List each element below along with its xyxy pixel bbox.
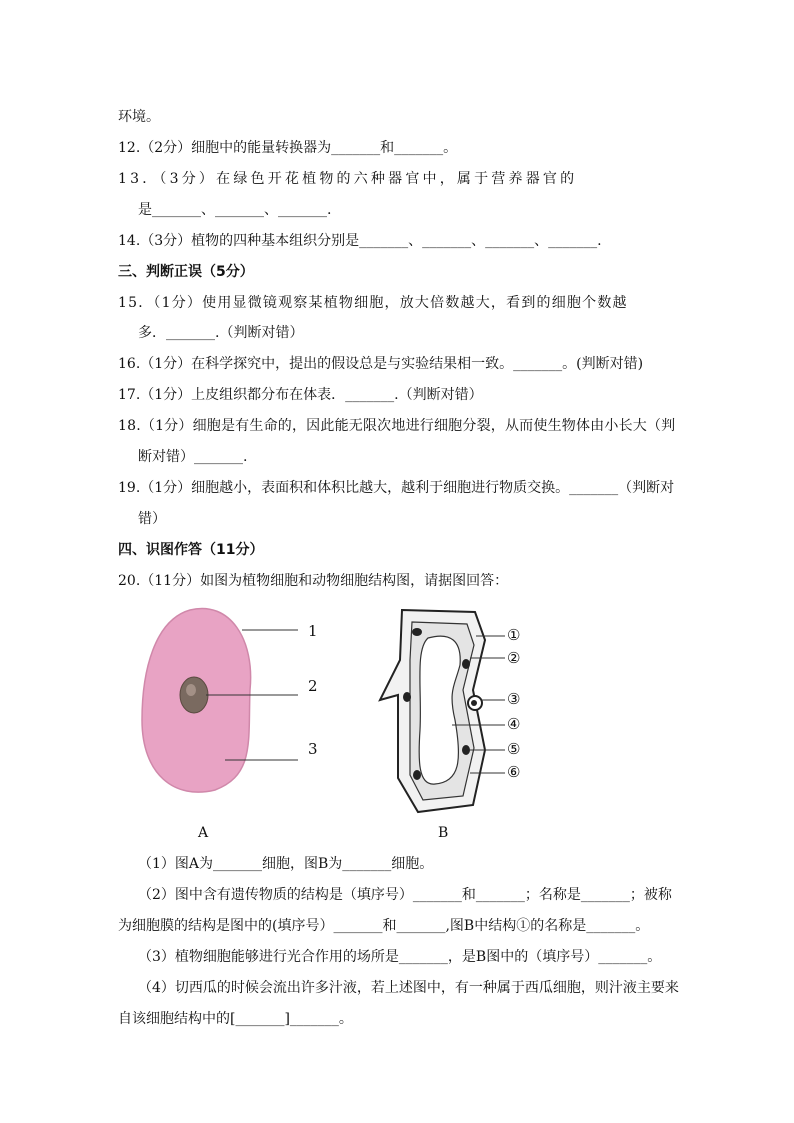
text-line: 环境。 <box>118 109 160 125</box>
subquestion-1: （1）图A为_______细胞，图B为_______细胞。 <box>138 856 434 872</box>
figure-b-label-5: ⑤ <box>507 740 521 758</box>
question-16: 16.（1分）在科学探究中，提出的假设总是与实验结果相一致。_______。(判断对错) <box>118 356 644 372</box>
question-15-cont: 多．_______.（判断对错） <box>138 325 304 341</box>
chloroplast-b <box>462 659 470 669</box>
figure-b-label-2: ② <box>507 649 521 667</box>
subquestion-4-cont: 自该细胞结构中的[_______]_______。 <box>118 1011 353 1027</box>
section-4-heading: 四、识图作答（11分） <box>118 542 264 558</box>
figure-a-label-1: 1 <box>308 622 318 640</box>
animal-cell-a <box>142 608 298 792</box>
subquestion-2-cont: 为细胞膜的结构是图中的(填序号）_______和_______,图B中结构①的名称是_______。 <box>118 918 650 934</box>
cell-diagram-svg <box>130 600 690 850</box>
figure-a-label-3: 3 <box>308 740 318 758</box>
cell-diagram-figure <box>130 600 690 850</box>
figure-b-label-6: ⑥ <box>507 763 521 781</box>
section-3-heading: 三、判断正误（5分） <box>118 264 254 280</box>
question-12: 12.（2分）细胞中的能量转换器为_______和_______。 <box>118 140 458 156</box>
question-14: 14.（3分）植物的四种基本组织分别是_______、_______、_______、_______. <box>118 233 602 249</box>
figure-a-caption: A <box>198 825 209 841</box>
chloroplast-b <box>462 745 470 755</box>
subquestion-4: （4）切西瓜的时候会流出许多汁液，若上述图中，有一种属于西瓜细胞，则汁液主要来 <box>138 980 679 996</box>
question-19-cont: 错） <box>138 511 166 527</box>
plant-cell-b <box>380 610 505 812</box>
question-20: 20.（11分）如图为植物细胞和动物细胞结构图，请据图回答： <box>118 573 509 589</box>
question-18-cont: 断对错）_______. <box>138 449 248 465</box>
subquestion-3: （3）植物细胞能够进行光合作用的场所是_______，是B图中的（填序号）_______。 <box>138 949 662 965</box>
chloroplast-b <box>413 770 421 780</box>
subquestion-2: （2）图中含有遗传物质的结构是（填序号）_______和_______；名称是_______；被称 <box>138 887 672 903</box>
nucleus-highlight-a <box>186 684 196 696</box>
nucleus-a <box>180 677 208 713</box>
figure-a-label-2: 2 <box>308 677 318 695</box>
nucleolus-b <box>471 700 477 706</box>
chloroplast-b <box>412 628 422 636</box>
question-18: 18.（1分）细胞是有生命的，因此能无限次地进行细胞分裂，从而使生物体由小长大（判 <box>118 418 676 434</box>
question-13-cont: 是_______、_______、_______. <box>138 202 332 218</box>
figure-b-label-4: ④ <box>507 715 521 733</box>
figure-b-caption: B <box>438 825 449 841</box>
chloroplast-b <box>403 692 411 702</box>
question-13: 13．（3分）在绿色开花植物的六种器官中，属于营养器官的 <box>118 171 578 187</box>
figure-b-label-3: ③ <box>507 690 521 708</box>
question-15: 15．（1分）使用显微镜观察某植物细胞，放大倍数越大，看到的细胞个数越 <box>118 295 628 311</box>
figure-b-label-1: ① <box>507 626 521 644</box>
question-17: 17.（1分）上皮组织都分布在体表．_______.（判断对错） <box>118 387 483 403</box>
question-19: 19.（1分）细胞越小，表面积和体积比越大，越利于细胞进行物质交换。_______（判断对 <box>118 480 675 496</box>
